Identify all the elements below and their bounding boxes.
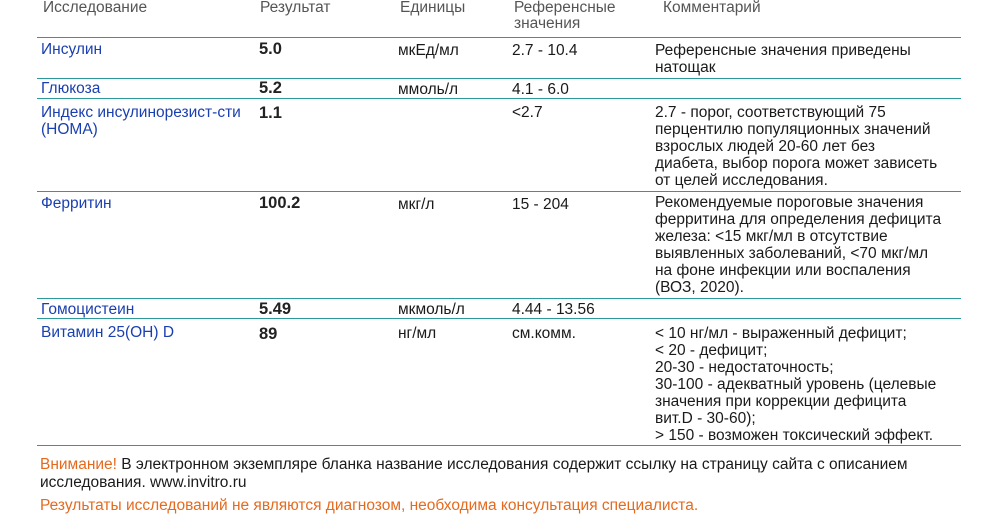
test-comment: Рекомендуемые пороговые значения ферритина для определения дефицита железа: <15 мкг/мл в отсутствие выявленных заболеваний, <70 мкг/мл на фоне инфекции или воспаления (ВОЗ, 2020).	[655, 194, 942, 296]
test-comment: < 10 нг/мл - выраженный дефицит; < 20 - дефицит; 20-30 - недостаточность; 30-100 - адекватный уровень (целевые значения при коррекции дефицита вит.D - 30-60); > 150 - возможен токсический эффект.	[655, 325, 937, 444]
test-units: мкЕд/мл	[398, 42, 459, 59]
row-divider	[37, 98, 961, 99]
test-reference: см.комм.	[512, 325, 576, 342]
row-divider	[37, 37, 961, 38]
disclaimer-text: Результаты исследований не являются диагнозом, необходима консультация специалиста.	[40, 497, 699, 514]
column-header-test: Исследование	[43, 0, 148, 16]
warning-text: В электронном экземпляре бланка название исследования содержит ссылку на страницу сайта с описанием исследования. www.invitro.ru	[40, 456, 908, 491]
test-result: 100.2	[259, 194, 301, 212]
column-header-result: Результат	[260, 0, 331, 16]
test-units: мкг/л	[398, 196, 435, 213]
test-name-link[interactable]: Инсулин	[41, 41, 103, 58]
warning-label: Внимание!	[40, 456, 117, 473]
test-result: 1.1	[259, 104, 282, 122]
test-reference: 2.7 - 10.4	[512, 42, 578, 59]
test-result: 89	[259, 325, 278, 343]
column-header-reference: Референсные значения	[514, 0, 616, 32]
test-reference: 15 - 204	[512, 196, 569, 213]
test-comment: Референсные значения приведены натощак	[655, 42, 911, 76]
test-result: 5.0	[259, 40, 282, 58]
test-name-link[interactable]: Глюкоза	[41, 80, 101, 97]
test-result: 5.49	[259, 300, 292, 318]
test-units: нг/мл	[398, 325, 437, 342]
electronic-copy-notice	[40, 456, 970, 492]
row-divider	[37, 445, 961, 446]
test-units: мкмоль/л	[398, 301, 465, 318]
row-divider	[37, 191, 961, 192]
test-units: ммоль/л	[398, 81, 459, 98]
test-comment: 2.7 - порог, соответствующий 75 перцентилю популяционных значений взрослых людей 20-60 лет без диабета, выбор порога может зависеть от целей исследования.	[655, 104, 938, 189]
test-result: 5.2	[259, 79, 282, 97]
row-divider	[37, 298, 961, 299]
test-reference: <2.7	[512, 104, 543, 121]
test-name-link[interactable]: Гомоцистеин	[41, 301, 135, 318]
test-name-link[interactable]: Ферритин	[41, 195, 112, 212]
column-header-units: Единицы	[400, 0, 466, 16]
test-reference: 4.44 - 13.56	[512, 301, 595, 318]
test-name-link[interactable]: Витамин 25(OH) D	[41, 324, 175, 341]
test-name-link[interactable]: Индекс инсулинорезист-сти (HOMA)	[41, 104, 241, 138]
row-divider	[37, 318, 961, 319]
test-reference: 4.1 - 6.0	[512, 81, 569, 98]
column-header-comment: Комментарий	[663, 0, 761, 16]
row-divider	[37, 78, 961, 79]
